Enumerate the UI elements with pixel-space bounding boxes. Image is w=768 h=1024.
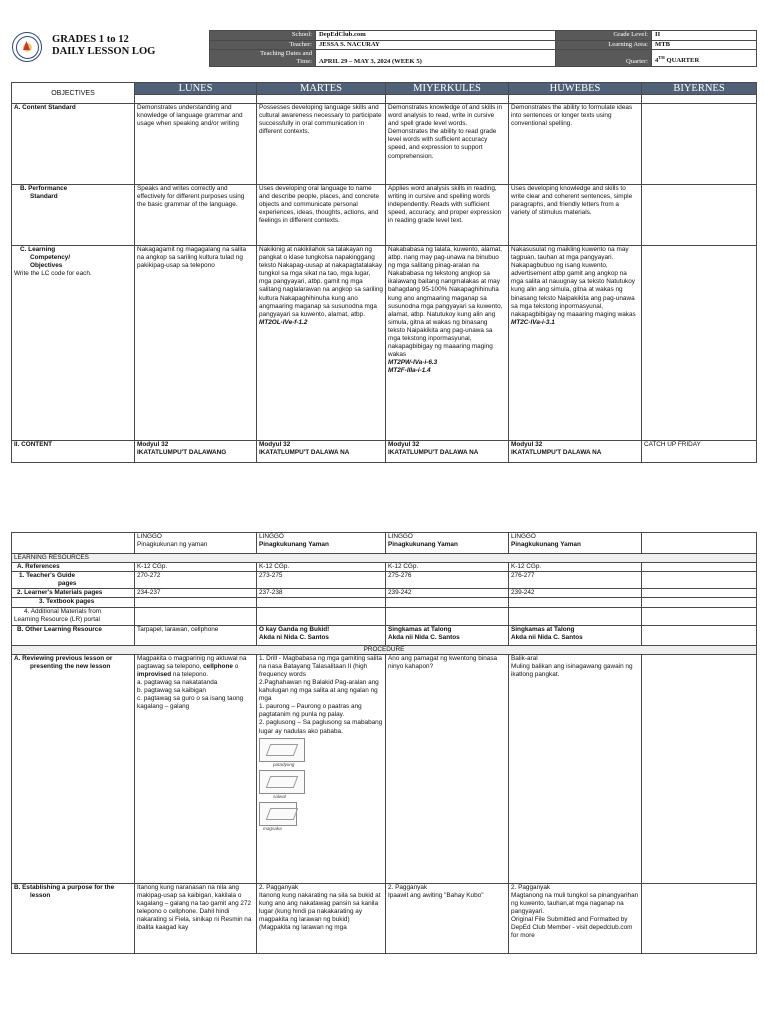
competency-label-line1: C. Learning — [20, 246, 56, 253]
day-header-lunes: LUNES — [135, 83, 257, 95]
content-martes — [257, 441, 386, 463]
learners-materials-miyerkules: 239-242 — [386, 589, 509, 598]
reviewing-martes-line: 2. paglusong – Sa paglusong sa mababang lugar ay nadulas ako pababa. — [259, 719, 383, 735]
textbook-row — [12, 598, 757, 607]
competency-miyerkules-code: MT2PW-IVa-i-6.3 — [388, 359, 438, 367]
linggo-lunes-line2: Pinagkukunan ng yaman — [137, 541, 208, 549]
additional-miyerkules — [386, 607, 509, 625]
learners-materials-lunes: 234-237 — [135, 589, 257, 598]
learning-resources-row — [12, 554, 757, 563]
content-huwebes-line2: IKATATLUMPU'T DALAWA NA — [511, 449, 602, 457]
content-standard-label: A. Content Standard — [12, 104, 135, 185]
spacer-cell — [386, 95, 509, 104]
reviewing-lunes-item: c. pagtawag sa guro o sa isang taong kagalang – galang — [137, 695, 244, 711]
linggo-huwebes-line1: LINGGO — [511, 533, 536, 540]
competency-label — [12, 246, 135, 441]
performance-standard-biyernes — [642, 185, 757, 246]
learning-resources-header: LEARNING RESOURCES — [12, 554, 757, 563]
purpose-miyerkules-line: 2. Pagganyak — [388, 883, 428, 891]
purpose-huwebes-line: Original File Submitted and Formatted by DepEd Club Member - visit depedclub.com for more — [511, 916, 633, 940]
other-miyerkules-line2: Akda nii Nida C. Santos — [388, 633, 460, 641]
competency-label-note: Write the LC code for each. — [14, 270, 92, 278]
linggo-lunes — [135, 533, 257, 554]
reviewing-lunes — [135, 654, 257, 883]
reviewing-lunes-intro-b: cellphone — [203, 662, 233, 670]
purpose-row — [12, 883, 757, 953]
title-grades: GRADES 1 to 12 — [52, 34, 129, 45]
resources-procedure-table — [11, 532, 757, 954]
references-label: A. References — [12, 563, 135, 572]
references-martes: K-12 CGp. — [257, 563, 386, 572]
linggo-biyernes — [642, 533, 757, 554]
school-label: School: — [210, 31, 316, 41]
reviewing-martes — [257, 654, 386, 883]
purpose-lunes: Itanong kung naranasan na nila ang makipag-usap sa kaibigan, kakilala o kagalang – galang na tao gamit ang 272 telepono o cellphone. Dahil hindi nakarating si Fiela, sinikap ni Resmin na ibalita kaagad kay — [135, 883, 257, 953]
performance-standard-miyerkules: Applies word analysis skills in reading, writing in cursive and spelling words independently. Reads with sufficient speed, accuracy, and proper expression in reading grade level text. — [386, 185, 509, 246]
references-biyernes — [642, 563, 757, 572]
textbook-martes — [257, 598, 386, 607]
content-biyernes-line1: CATCH UP FRIDAY — [644, 441, 701, 448]
learning-area-value: MTB — [652, 40, 757, 50]
teachers-guide-lunes: 270-272 — [135, 572, 257, 589]
other-huwebes — [509, 625, 642, 645]
spacer-cell — [509, 95, 642, 104]
purpose-label-line1: B. Establishing a purpose for the — [14, 883, 115, 891]
textbook-lunes — [135, 598, 257, 607]
purpose-martes-line: 2. Pagganyak — [259, 883, 299, 891]
dates-value: APRIL 29 – MAY 3, 2024 (WEEK 5) — [316, 50, 556, 67]
reviewing-row — [12, 654, 757, 883]
performance-standard-label-line1: B. Performance — [20, 185, 68, 192]
textbook-huwebes — [509, 598, 642, 607]
additional-materials-row — [12, 607, 757, 625]
teacher-label: Teacher: — [210, 40, 316, 50]
purpose-huwebes — [509, 883, 642, 953]
performance-standard-label-line2: Standard — [30, 193, 58, 201]
learners-materials-martes: 237-238 — [257, 589, 386, 598]
school-value: DepEdClub.com — [316, 31, 556, 41]
content-biyernes — [642, 441, 757, 463]
illustration-image — [259, 802, 297, 826]
reviewing-label-line2: presenting the new lesson — [30, 662, 111, 670]
linggo-miyerkules-line1: LINGGO — [388, 533, 413, 540]
references-huwebes: K-12 CGp. — [509, 563, 642, 572]
linggo-miyerkules — [386, 533, 509, 554]
day-header-huwebes: HUWEBES — [509, 83, 642, 95]
teachers-guide-label-line2: pages — [58, 580, 77, 588]
illustration-image — [259, 770, 305, 794]
linggo-lunes-line1: LINGGO — [137, 533, 162, 540]
additional-biyernes — [642, 607, 757, 625]
illustration-caption: salwal — [273, 793, 286, 799]
other-lunes — [135, 625, 257, 645]
reviewing-lunes-item: b. pagtawag sa kaibigan — [137, 687, 206, 695]
competency-martes-code: MT2OL-IVe-f-1.2 — [259, 318, 308, 326]
teachers-guide-huwebes: 276-277 — [509, 572, 642, 589]
spacer-cell — [135, 95, 257, 104]
additional-martes — [257, 607, 386, 625]
reviewing-martes-line: 1. paurong – Paurong o paatras ang pagtatanim ng punla ng palay. — [259, 703, 362, 719]
quarter-label: Quarter: — [556, 50, 652, 67]
reviewing-lunes-item: a. pagtawag sa nakatatanda — [137, 678, 218, 686]
objectives-table — [11, 82, 757, 463]
reviewing-lunes-intro-e: na telepono. — [171, 670, 209, 678]
teachers-guide-martes: 273-275 — [257, 572, 386, 589]
purpose-label — [12, 883, 135, 953]
competency-miyerkules-text: Nakababasa ng talata, kuwento, alamat, atbp. nang may pag-unawa na binubuo ng mga salitang pinag-aralan na Nakababasa ng tekstong angkop sa ikalawang baitang nangmalakas at may bahagdang 95-100% Nakapaghihinuha kung ano angmaaring maganap sa susunodna mga pangyayari sa kuwento, alamat, atbp. Natutukoy kung alin ang simula, gitna at wakas ng binasang teksto Naipakikita ang pag-unawa sa mga tekstong inpormasyunal, nakapagbibigay ng maaaring maging wakas — [388, 246, 503, 359]
day-header-martes: MARTES — [257, 83, 386, 95]
illustration-caption: patadyong — [273, 761, 295, 767]
learners-materials-huwebes: 239-242 — [509, 589, 642, 598]
competency-huwebes-text: Nakasusulat ng maikling kuwento na may tagpuan, tauhan at mga pangyayari. Nakapagbubuo ng isang kuwento, advertisement atbp gamit ang angkop na mga salita at nauugnay sa teksto Natutukoy kung alin ang simula, gitna at wakas ng binasang teksto Naipakikita ang pag-unawa sa mga tekstong inpormasyunal, nakapagbibigay ng maaaring maging wakas — [511, 246, 636, 318]
purpose-huwebes-line: Magtanong na muli tungkol sa pinangyarihan ng kuwento, tauhan,at mga naganap na pangyayari. — [511, 891, 639, 915]
illustration-image — [259, 738, 305, 762]
reviewing-lunes-intro-d: improvised — [137, 670, 172, 678]
quarter-suffix: TH — [658, 55, 665, 61]
additional-lunes — [135, 607, 257, 625]
reviewing-huwebes-line: Balik-aral — [511, 654, 538, 662]
linggo-label-cell — [12, 533, 135, 554]
linggo-martes — [257, 533, 386, 554]
competency-martes — [257, 246, 386, 441]
spacer-cell — [642, 95, 757, 104]
teacher-value: JESSA S. NACURAY — [316, 40, 556, 50]
competency-lunes — [135, 246, 257, 441]
linggo-row — [12, 533, 757, 554]
linggo-huwebes — [509, 533, 642, 554]
linggo-martes-line2: Pinagkukunang Yaman — [259, 541, 329, 549]
header-info-table — [209, 30, 757, 67]
content-row — [12, 441, 757, 463]
content-lunes — [135, 441, 257, 463]
quarter-value — [652, 50, 757, 67]
reviewing-lunes-intro-a: Magpakita o magparinig ng aktuwal na pagtawag sa telepono, — [137, 654, 247, 670]
references-lunes: K-12 CGp. — [135, 563, 257, 572]
learners-materials-row — [12, 589, 757, 598]
reviewing-label-line1: A. Reviewing previous lesson or — [14, 654, 113, 662]
competency-huwebes — [509, 246, 642, 441]
competency-miyerkules-code2: MT2F-IIIa-i-1.4 — [388, 367, 431, 375]
competency-martes-text: Nakikinig at nakikilahok sa talakayan ng pangkat o klase tungkolsa napakinggang teksto Nakapag-uusap at nakapagtatalakay tungkol sa mga sikat na tao, mga lugar, mga pangyayari, atbp. gamit ng mga salitang naglalarawan na angkop sa sariling kultura Nakapaghihinuha kung ano angmaaring maganap sa susunodna mga pangyayari sa kuwento, alamat, atbp. — [259, 246, 383, 318]
performance-standard-row — [12, 185, 757, 246]
linggo-huwebes-line2: Pinagkukunang Yaman — [511, 541, 581, 549]
reviewing-huwebes — [509, 654, 642, 883]
title-daily-lesson-log: DAILY LESSON LOG — [52, 46, 156, 57]
competency-huwebes-code: MT2C-IVa-i-3.1 — [511, 318, 555, 326]
performance-standard-label — [12, 185, 135, 246]
additional-materials-label — [12, 607, 135, 625]
textbook-biyernes — [642, 598, 757, 607]
content-standard-huwebes: Demonstrates the ability to formulate ideas into sentences or longer texts using conventional spelling. — [509, 104, 642, 185]
dates-label — [210, 50, 316, 67]
content-standard-martes: Possesses developing language skills and cultural awareness necessary to participate successfully in oral communication in different contexts. — [257, 104, 386, 185]
learning-area-label: Learning Area: — [556, 40, 652, 50]
other-lunes-line1: Tarpapel, larawan, cellphone — [137, 625, 219, 633]
other-resources-row — [12, 625, 757, 645]
teachers-guide-miyerkules: 275-276 — [386, 572, 509, 589]
purpose-label-line2: lesson — [30, 891, 51, 899]
linggo-miyerkules-line2: Pinagkukunang Yaman — [388, 541, 458, 549]
content-label: II. CONTENT — [12, 441, 135, 463]
content-lunes-line2: IKATATLUMPU'T DALAWANG — [137, 449, 227, 457]
competency-lunes-text: Nakagagamit ng magagalang na salita na angkop sa sariling kultura tulad ng pakikipag-usap sa telepono — [137, 246, 247, 270]
competency-miyerkules — [386, 246, 509, 441]
references-row — [12, 563, 757, 572]
performance-standard-martes: Uses developing oral language to name and describe people, places, and concrete objects and communicate personal experiences, ideas, thoughts, actions, and feelings in different contexts. — [257, 185, 386, 246]
content-standard-biyernes — [642, 104, 757, 185]
content-miyerkules-line2: IKATATLUMPU'T DALAWA NA — [388, 449, 479, 457]
linggo-martes-line1: LINGGO — [259, 533, 284, 540]
other-huwebes-line2: Akda nii Nida C. Santos — [511, 633, 583, 641]
other-martes — [257, 625, 386, 645]
content-standard-row — [12, 104, 757, 185]
content-huwebes-line1: Modyul 32 — [511, 441, 543, 448]
reviewing-biyernes — [642, 654, 757, 883]
procedure-row — [12, 645, 757, 654]
competency-label-line2: Competency/ — [30, 254, 71, 262]
content-miyerkules — [386, 441, 509, 463]
day-header-miyerkules: MIYERKULES — [386, 83, 509, 95]
other-martes-line2: Akda ni Nida C. Santos — [259, 633, 329, 641]
grade-level-label: Grade Level: — [556, 31, 652, 41]
additional-huwebes — [509, 607, 642, 625]
other-biyernes — [642, 625, 757, 645]
other-miyerkules — [386, 625, 509, 645]
teachers-guide-row — [12, 572, 757, 589]
other-martes-line1: O kay Ganda ng Bukid! — [259, 625, 330, 633]
purpose-martes-line: Itanong kung nakarating na sila sa bukid at kung ano ang nakatawag pansin sa kanila lugar (kung hindi pa nakakarating ay magpakita ng larawan ng bukid) — [259, 891, 381, 924]
quarter-number: 4 — [655, 57, 659, 65]
competency-label-line3: Objectives — [30, 262, 63, 270]
content-miyerkules-line1: Modyul 32 — [388, 441, 420, 448]
reviewing-label — [12, 654, 135, 883]
content-huwebes — [509, 441, 642, 463]
purpose-martes-line: (Magpakita ng larawan ng mga — [259, 924, 347, 932]
grade-level-value: II — [652, 31, 757, 41]
purpose-martes — [257, 883, 386, 953]
reviewing-martes-line: 1. Drill - Magbabasa ng mga gamiting salita na nasa Batayang Talasalitaan II (high frequency words — [259, 654, 382, 678]
teachers-guide-biyernes — [642, 572, 757, 589]
purpose-miyerkules — [386, 883, 509, 953]
purpose-huwebes-line: 2. Pagganyak — [511, 883, 551, 891]
objectives-header: OBJECTIVES — [12, 83, 135, 104]
learners-materials-label: 2. Learner's Materials pages — [12, 589, 135, 598]
procedure-header: PROCEDURE — [12, 645, 757, 654]
references-miyerkules: K-12 CGp. — [386, 563, 509, 572]
other-resources-label: B. Other Learning Resource — [12, 625, 135, 645]
purpose-biyernes — [642, 883, 757, 953]
illustration-caption: magsaka — [263, 825, 282, 831]
teachers-guide-label-line1: 1. Teacher's Guide — [19, 572, 76, 580]
deped-seal-logo — [12, 32, 42, 62]
additional-materials-label-line2: Learning Resource (LR) portal — [14, 615, 100, 623]
teachers-guide-label — [12, 572, 135, 589]
content-standard-lunes: Demonstrates understanding and knowledge of language grammar and usage when speaking and/or writing — [135, 104, 257, 185]
reviewing-martes-line: 2.Paghahawan ng Balakid Pag-aralan ang kahulugan ng mga salita at ang ngalan ng mga — [259, 678, 379, 703]
reviewing-lunes-intro — [137, 655, 254, 679]
performance-standard-huwebes: Uses developing knowledge and skills to write clear and coherent sentences, simple paragraphs, and friendly letters from a variety of stimulus materials. — [509, 185, 642, 246]
performance-standard-lunes: Speaks and writes correctly and effectively for different purposes using the basic grammar of the language. — [135, 185, 257, 246]
purpose-miyerkules-line: Ipaawit ang awiting "Bahay Kubo" — [388, 891, 484, 899]
textbook-miyerkules — [386, 598, 509, 607]
quarter-word: QUARTER — [664, 57, 700, 65]
reviewing-huwebes-line: Muling balikan ang isinagawang gawain ng ikatlong pangkat. — [511, 662, 633, 678]
learners-materials-biyernes — [642, 589, 757, 598]
reviewing-lunes-intro-c: o — [232, 662, 239, 670]
other-huwebes-line1: Singkamas at Talong — [511, 625, 575, 633]
competency-row — [12, 246, 757, 441]
reviewing-miyerkules: Ano ang pamagat ng kwentong binasa ninyo kahapon? — [386, 654, 509, 883]
additional-materials-label-line1: 4. Additional Materials from — [24, 607, 102, 615]
competency-biyernes — [642, 246, 757, 441]
spacer-cell — [257, 95, 386, 104]
dates-label-line1: Teaching Dates and — [260, 50, 312, 58]
other-miyerkules-line1: Singkamas at Talong — [388, 625, 452, 633]
content-lunes-line1: Modyul 32 — [137, 441, 169, 448]
content-martes-line2: IKATATLUMPU'T DALAWA NA — [259, 449, 350, 457]
content-martes-line1: Modyul 32 — [259, 441, 291, 448]
content-standard-miyerkules: Demonstrates knowledge of and skills in word analysis to read, write in cursive and spell grade level words. Demonstrates the ability to read grade level words with sufficient accuracy speed, and expression to support comprehension. — [386, 104, 509, 185]
dates-label-line2: Time: — [296, 58, 312, 66]
document-title — [52, 34, 155, 58]
textbook-label: 3. Textbook pages — [12, 598, 135, 607]
day-header-biyernes: BIYERNES — [642, 83, 757, 95]
